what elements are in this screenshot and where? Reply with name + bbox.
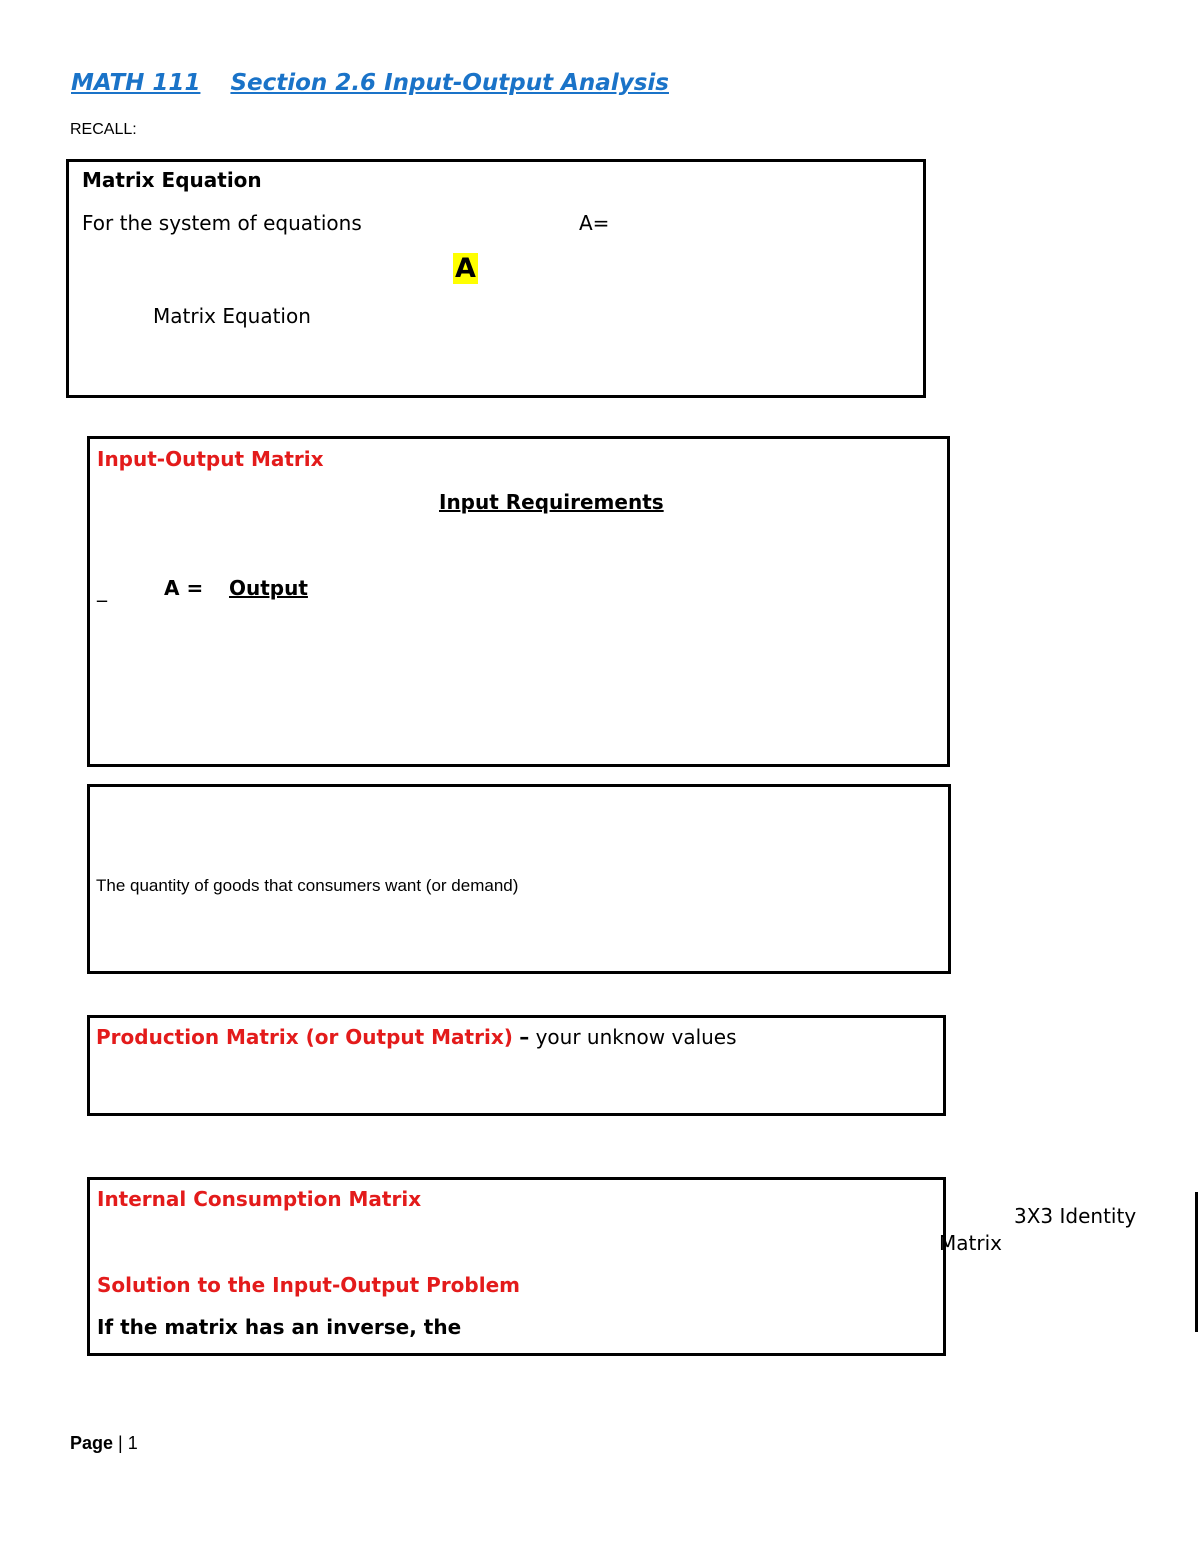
page-title [71, 70, 669, 96]
demand-description: The quantity of goods that consumers want (or demand) [96, 876, 519, 895]
highlighted-a: A [455, 253, 476, 284]
solution-heading: Solution to the Input-Output Problem [97, 1273, 520, 1297]
identity-note-line2: Matrix [939, 1231, 1002, 1255]
cropped-box-edge [1195, 1192, 1198, 1332]
page-number: 1 [127, 1433, 138, 1453]
matrix-equation-heading: Matrix Equation [82, 168, 262, 192]
internal-consumption-box [87, 1177, 946, 1356]
footer-separator: | [118, 1433, 123, 1453]
page-label: Page [70, 1433, 114, 1453]
identity-note-line1: 3X3 Identity [1014, 1204, 1137, 1228]
matrix-equation-box [66, 159, 926, 398]
output-label: Output [229, 576, 308, 600]
recall-label: RECALL: [70, 121, 137, 138]
section-title: Section 2.6 Input-Output Analysis [230, 70, 669, 96]
course-code: MATH 111 [71, 70, 201, 96]
a-equals-label: A= [579, 211, 610, 235]
system-of-equations-text: For the system of equations [82, 211, 362, 235]
input-requirements-label: Input Requirements [439, 490, 664, 514]
solution-text: If the matrix has an inverse, the [97, 1315, 462, 1339]
internal-consumption-heading: Internal Consumption Matrix [97, 1187, 422, 1211]
production-matrix-box [87, 1015, 946, 1116]
production-matrix-line [96, 1025, 737, 1049]
matrix-equation-label: Matrix Equation [153, 304, 311, 328]
underscore-mark: _ [97, 578, 107, 602]
production-matrix-heading: Production Matrix (or Output Matrix) [96, 1025, 513, 1049]
a-equals-label: A = [164, 576, 204, 600]
input-output-matrix-box [87, 436, 950, 767]
page-footer [70, 1433, 138, 1454]
production-description: your unknow values [535, 1025, 737, 1049]
demand-box [87, 784, 951, 974]
dash: – [519, 1025, 530, 1049]
input-output-heading: Input-Output Matrix [97, 447, 324, 471]
